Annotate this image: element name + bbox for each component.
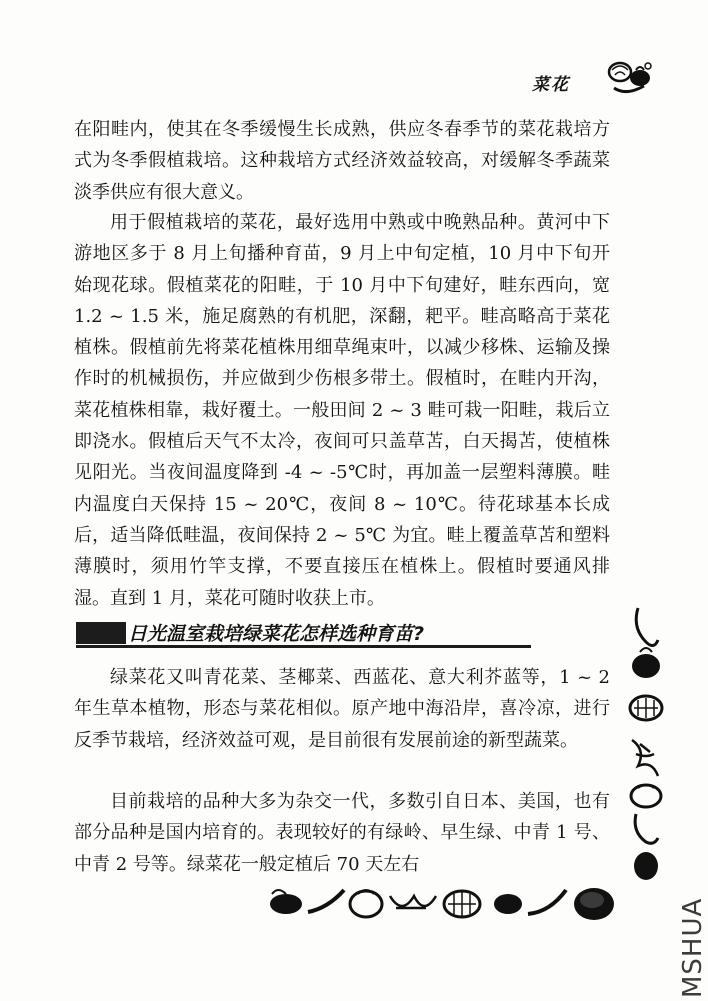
vegetable-strip-icon bbox=[266, 876, 616, 928]
watermark-text: MSHUA bbox=[678, 897, 708, 998]
paragraph-1 bbox=[74, 114, 610, 208]
vegetable-cluster-icon bbox=[606, 58, 656, 98]
question-heading-text: 日光温室栽培绿菜花怎样选种育苗? bbox=[128, 623, 425, 645]
paragraph-text: 在阳畦内，使其在冬季缓慢生长成熟，供应冬春季节的菜花栽培方式为冬季假植栽培。这种栽培方式经济效益较高，对缓解冬季蔬菜淡季供应有很大意义。 bbox=[74, 119, 610, 203]
vegetable-border-icon bbox=[626, 604, 666, 884]
heading-bar bbox=[76, 622, 126, 644]
running-head: 菜花 bbox=[532, 75, 570, 95]
paragraph-2 bbox=[74, 207, 610, 614]
paragraph-4 bbox=[74, 786, 610, 880]
paragraph-text: 目前栽培的品种大多为杂交一代，多数引自日本、美国，也有部分品种是国内培育的。表现较好的有绿岭、早生绿、中青 1 号、中青 2 号等。绿菜花一般定植后 70 天左右 bbox=[74, 791, 610, 875]
paragraph-text: 绿菜花又叫青花菜、茎椰菜、西蓝花、意大利芥蓝等，1 ~ 2 年生草本植物，形态与菜花相似。原产地中海沿岸，喜冷凉，进行反季节栽培，经济效益可观，是目前很有发展前途的新型蔬菜。 bbox=[74, 667, 610, 751]
question-heading bbox=[76, 618, 531, 648]
paragraph-text: 用于假植栽培的菜花，最好选用中熟或中晚熟品种。黄河中下游地区多于 8 月上旬播种育苗，9 月上中旬定植，10 月中下旬开始现花球。假植菜花的阳畦，于 10 月中下旬建好，畦东西向，宽 1.2 ~ 1.5 米，施足腐熟的有机肥，深翻，耙平。畦高略高于菜花植株。假植前先将菜花植株用细草绳束叶，以减少移株、运输及操作时的机械损伤，并应做到少伤根多带土。假植时，在畦内开沟，菜花植株相靠，栽好覆土。一般田间 2 ~ 3 畦可栽一阳畦，栽后立即浇水。假植后天气不太冷，夜间可只盖草苫，白天揭苫，使植株见阳光。当夜间温度降到 -4 ~ -5℃时，再加盖一层塑料薄膜。畦内温度白天保持 15 ~ 20℃，夜间 8 ~ 10℃。待花球基本长成后，适当降低畦温，夜间保持 2 ~ 5℃ 为宜。畦上覆盖草苫和塑料薄膜时，须用竹竿支撑，不要直接压在植株上。假植时要通风排湿。直到 1 月，菜花可随时收获上市。 bbox=[74, 212, 610, 609]
paragraph-3 bbox=[74, 662, 610, 756]
